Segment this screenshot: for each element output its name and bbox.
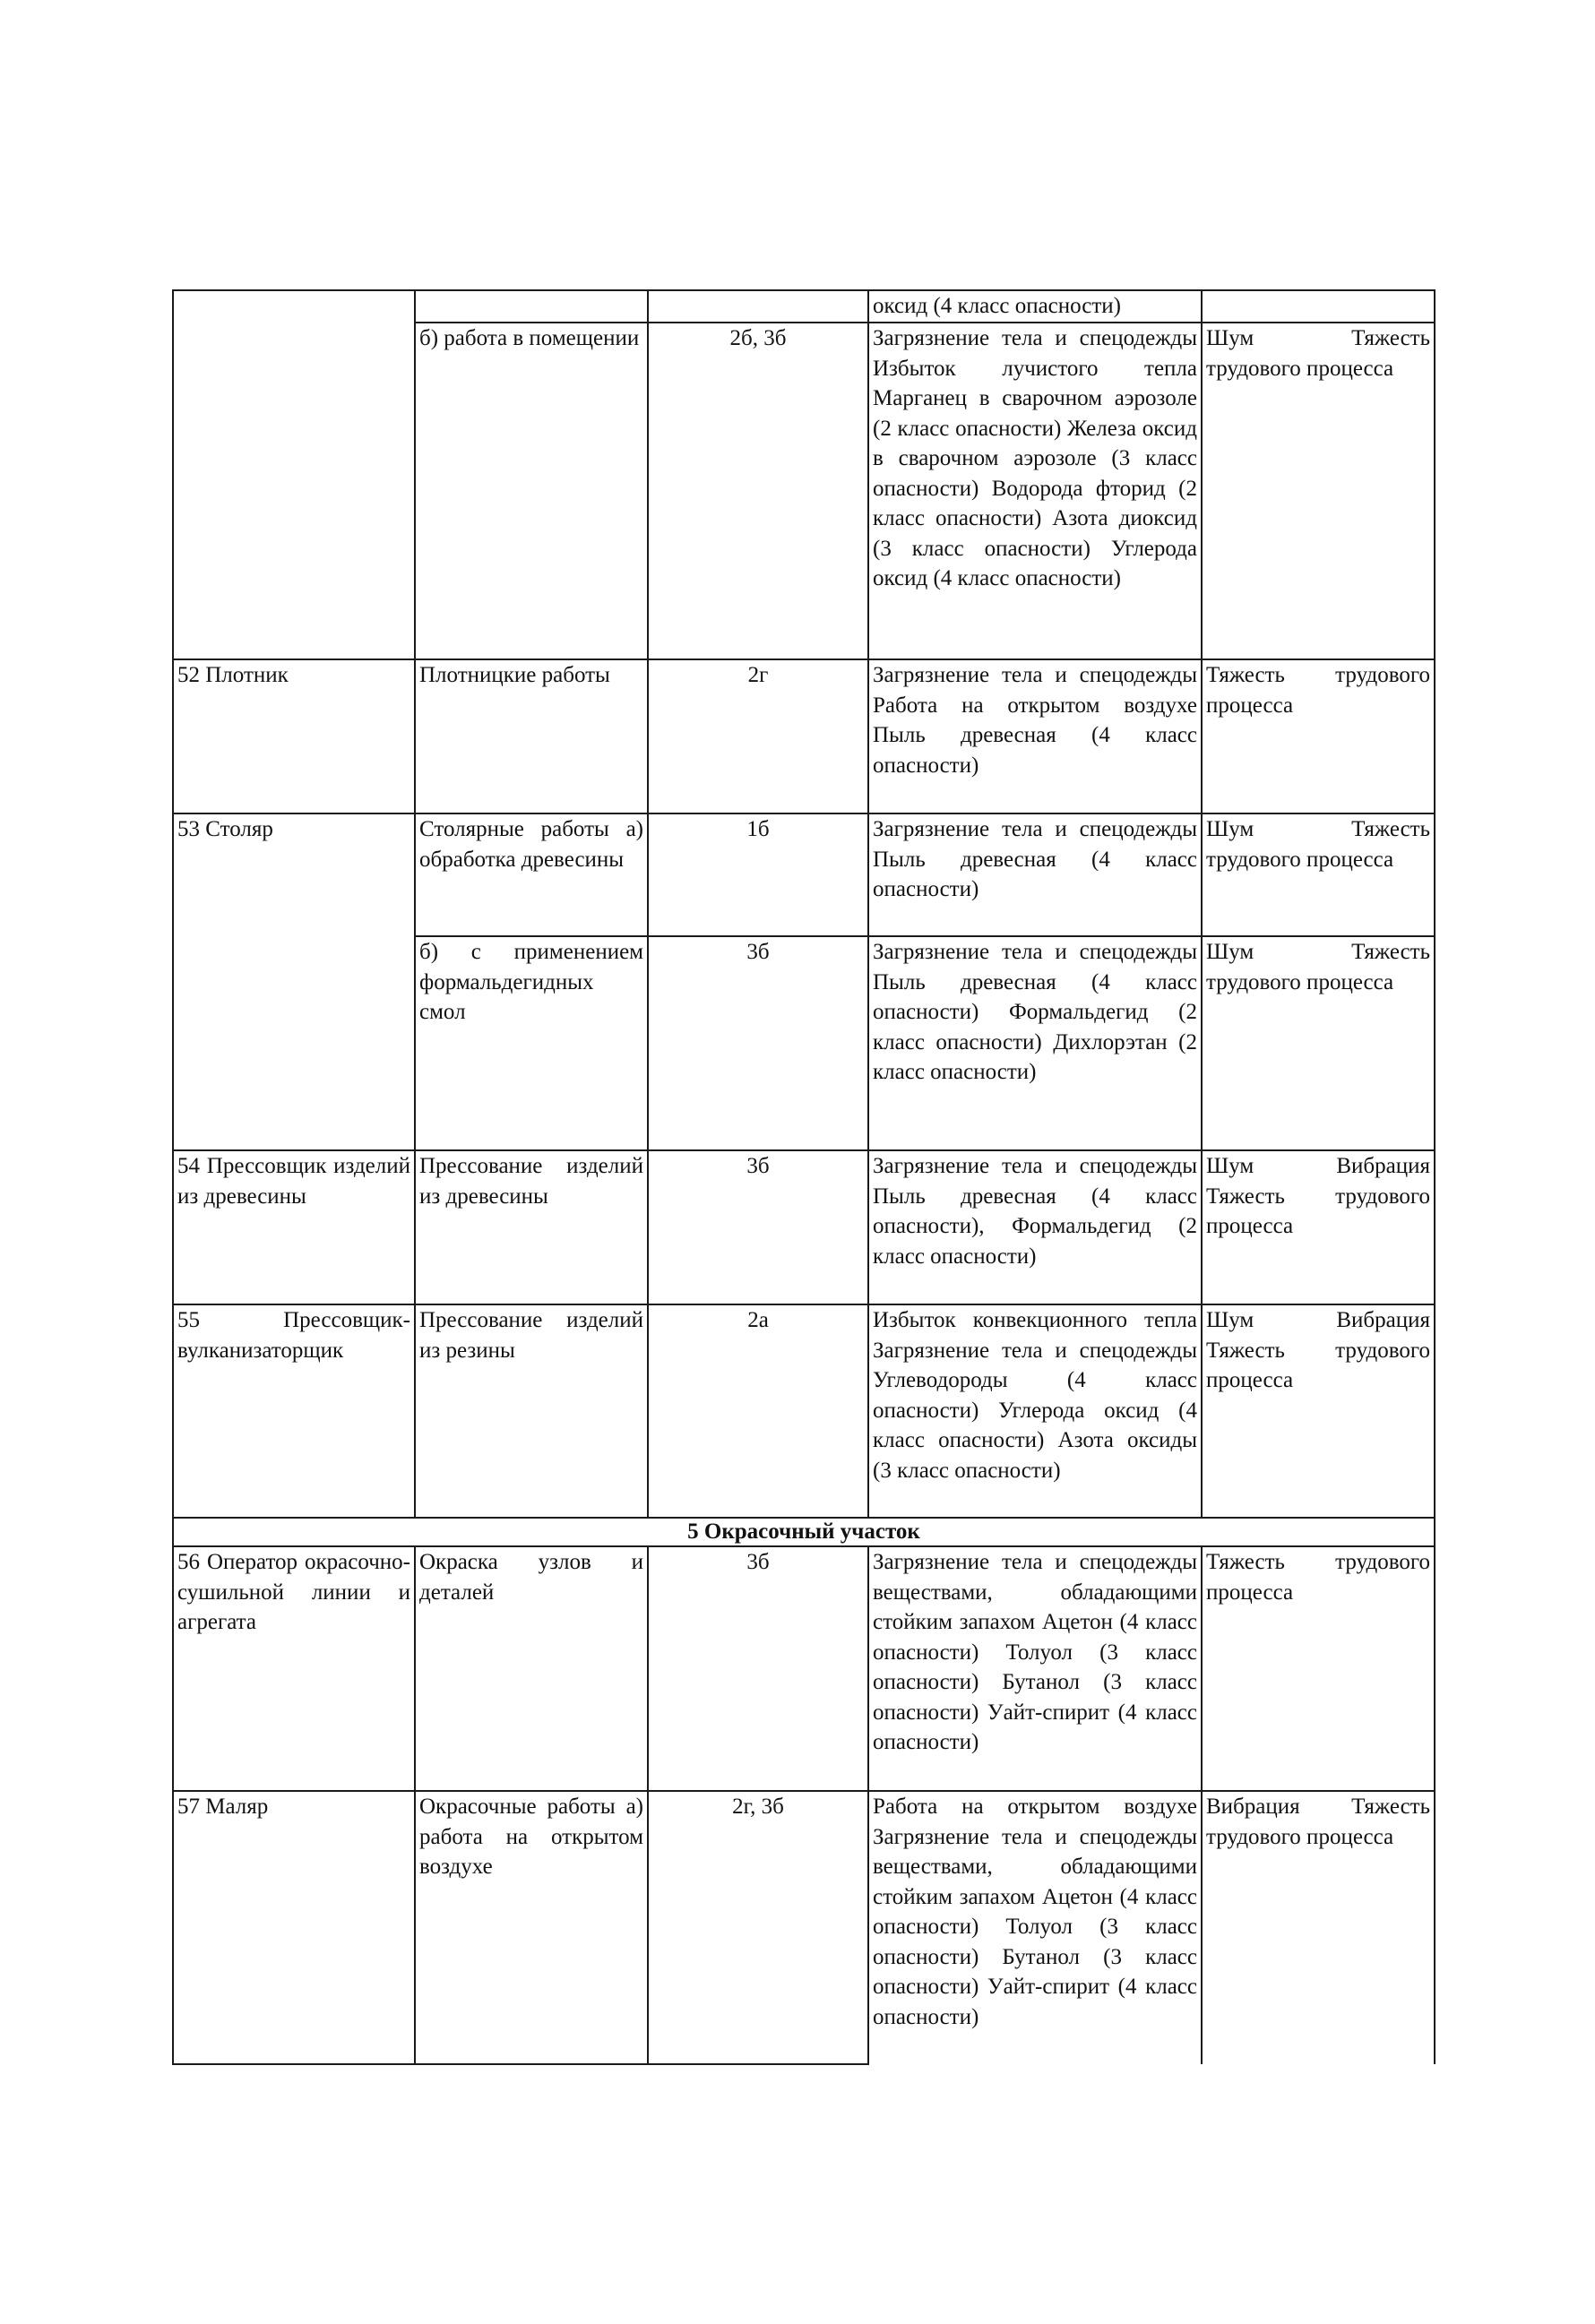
physical-factors-cell: Тяжесть трудового процесса: [1202, 1546, 1435, 1791]
profession-cell: 56 Оператор окрасочно-сушильной линии и агрегата: [173, 1546, 415, 1791]
physical-factors-cell: Шум Тяжесть трудового процесса: [1202, 323, 1435, 659]
chemical-factors-cell: Загрязнение тела и спецодежды веществами, обладающими стойким запахом Ацетон (4 класс опасности) Толуол (3 класс опасности) Бутанол (3 класс опасности) Уайт-спирит (4 класс опасности): [868, 1546, 1202, 1791]
table-row: [173, 290, 1435, 323]
physical-factors-cell: Шум Тяжесть трудового процесса: [1202, 936, 1435, 1150]
profession-cell: 53 Столяр: [173, 813, 415, 1150]
profession-cell: 57 Маляр: [173, 1791, 415, 2064]
profession-cell: [173, 290, 415, 659]
code-cell: 2г: [648, 659, 868, 813]
work-cell: Прессование изделий из древесины: [415, 1150, 648, 1304]
work-cell: Прессование изделий из резины: [415, 1304, 648, 1518]
profession-cell: 52 Плотник: [173, 659, 415, 813]
table-row: [173, 1546, 1435, 1791]
code-cell: 3б: [648, 1546, 868, 1791]
table-row: [173, 1791, 1435, 2064]
profession-cell: 54 Прессовщик изделий из древесины: [173, 1150, 415, 1304]
table-row: [173, 1150, 1435, 1304]
physical-factors-cell: Тяжесть трудового процесса: [1202, 659, 1435, 813]
physical-factors-cell: Шум Тяжесть трудового процесса: [1202, 813, 1435, 936]
chemical-factors-cell: оксид (4 класс опасности): [868, 290, 1202, 323]
work-cell: б) работа в помещении: [415, 323, 648, 659]
physical-factors-cell: [1202, 290, 1435, 323]
physical-factors-cell: Шум Вибрация Тяжесть трудового процесса: [1202, 1304, 1435, 1518]
code-cell: 3б: [648, 1150, 868, 1304]
chemical-factors-cell: Загрязнение тела и спецодежды Пыль древесная (4 класс опасности), Формальдегид (2 класс опасности): [868, 1150, 1202, 1304]
work-cell: Окраска узлов и деталей: [415, 1546, 648, 1791]
table-row: [173, 813, 1435, 936]
profession-cell: 55 Прессовщик-вулканизаторщик: [173, 1304, 415, 1518]
table-row: [173, 1304, 1435, 1518]
code-cell: 1б: [648, 813, 868, 936]
chemical-factors-cell: Загрязнение тела и спецодежды Работа на открытом воздухе Пыль древесная (4 класс опасности): [868, 659, 1202, 813]
code-cell: 2б, 3б: [648, 323, 868, 659]
work-cell: [415, 290, 648, 323]
code-cell: 3б: [648, 936, 868, 1150]
section-title: 5 Окрасочный участок: [173, 1518, 1435, 1546]
work-cell: б) с применением формальдегидных смол: [415, 936, 648, 1150]
chemical-factors-cell: Работа на открытом воздухе Загрязнение тела и спецодежды веществами, обладающими стойким запахом Ацетон (4 класс опасности) Толуол (3 класс опасности) Бутанол (3 класс опасности) Уайт-спирит (4 класс опасности): [868, 1791, 1202, 2064]
code-cell: 2а: [648, 1304, 868, 1518]
work-cell: Плотницкие работы: [415, 659, 648, 813]
work-cell: Столярные работы а) обработка древесины: [415, 813, 648, 936]
work-cell: Окрасочные работы а) работа на открытом воздухе: [415, 1791, 648, 2064]
physical-factors-cell: Шум Вибрация Тяжесть трудового процесса: [1202, 1150, 1435, 1304]
chemical-factors-cell: Избыток конвекционного тепла Загрязнение тела и спецодежды Углеводороды (4 класс опасности) Углерода оксид (4 класс опасности) Азота оксиды (3 класс опасности): [868, 1304, 1202, 1518]
chemical-factors-cell: Загрязнение тела и спецодежды Пыль древесная (4 класс опасности): [868, 813, 1202, 936]
chemical-factors-cell: Загрязнение тела и спецодежды Пыль древесная (4 класс опасности) Формальдегид (2 класс опасности) Дихлорэтан (2 класс опасности): [868, 936, 1202, 1150]
code-cell: 2г, 3б: [648, 1791, 868, 2064]
chemical-factors-cell: Загрязнение тела и спецодежды Избыток лучистого тепла Марганец в сварочном аэрозоле (2 класс опасности) Железа оксид в сварочном аэрозоле (3 класс опасности) Водорода фторид (2 класс опасности) Азота диоксид (3 класс опасности) Углерода оксид (4 класс опасности): [868, 323, 1202, 659]
table-row: [173, 659, 1435, 813]
section-row: [173, 1518, 1435, 1546]
hazard-table: [172, 289, 1436, 2065]
code-cell: [648, 290, 868, 323]
physical-factors-cell: Вибрация Тяжесть трудового процесса: [1202, 1791, 1435, 2064]
